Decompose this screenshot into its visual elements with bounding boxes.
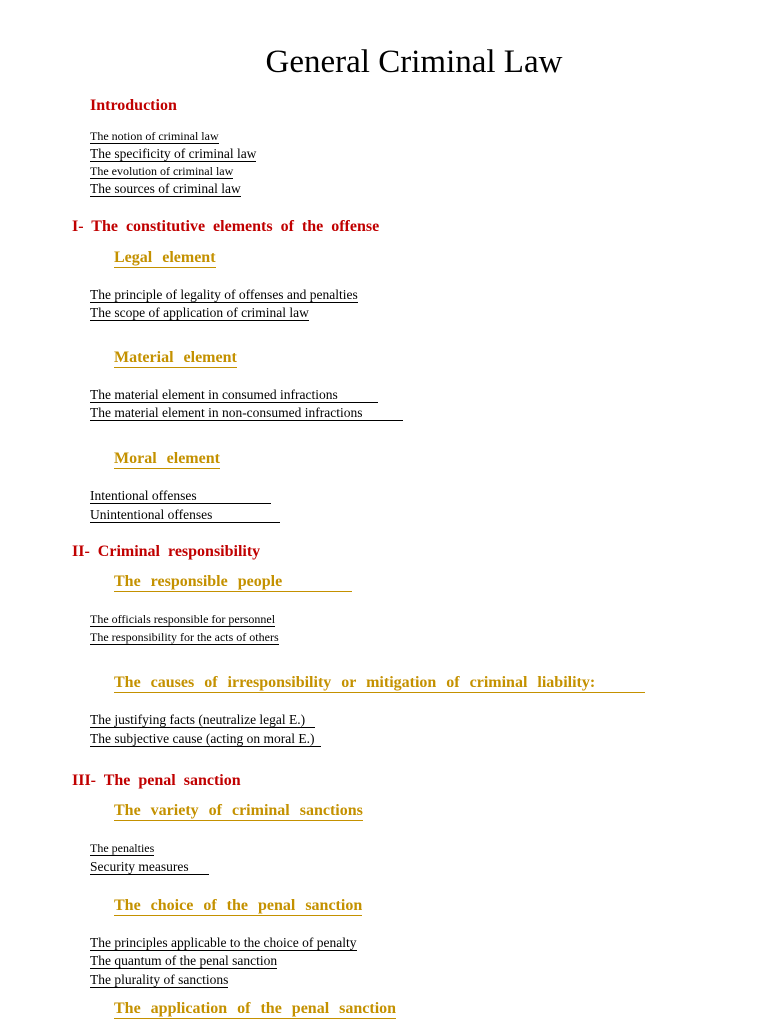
introduction-heading: Introduction xyxy=(90,97,177,114)
part-1-heading: I- The constitutive elements of the offense xyxy=(72,218,380,235)
list-item: Security measures xyxy=(90,858,209,875)
list-item: The material element in non-consumed infractions xyxy=(90,404,403,421)
part-3-heading: III- The penal sanction xyxy=(72,772,241,789)
document-title: General Criminal Law xyxy=(265,44,563,80)
application-heading: The application of the penal sanction xyxy=(114,1000,397,1017)
list-item: The responsibility for the acts of others xyxy=(90,630,279,644)
responsible-people-heading: The responsible people xyxy=(114,572,352,592)
list-item: The notion of criminal law xyxy=(90,129,219,143)
list-item: The subjective cause (acting on moral E.) xyxy=(90,730,321,747)
list-item: The quantum of the penal sanction xyxy=(90,953,278,968)
list-item: The material element in consumed infractions xyxy=(90,386,378,403)
list-item: The scope of application of criminal law xyxy=(90,305,309,320)
legal-element-heading: Legal element xyxy=(114,249,216,266)
list-item: The officials responsible for personnel xyxy=(90,612,276,626)
list-item: The penalties xyxy=(90,841,155,855)
list-item: Unintentional offenses xyxy=(90,506,280,523)
material-element-heading: Material element xyxy=(114,349,237,366)
moral-element-heading: Moral element xyxy=(114,450,220,467)
list-item: The principles applicable to the choice of penalty xyxy=(90,935,357,950)
list-item: The specificity of criminal law xyxy=(90,146,257,161)
variety-heading: The variety of criminal sanctions xyxy=(114,802,363,819)
choice-heading: The choice of the penal sanction xyxy=(114,897,363,914)
part-2-heading: II- Criminal responsibility xyxy=(72,543,261,560)
causes-heading: The causes of irresponsibility or mitigation of criminal liability: xyxy=(114,673,645,693)
list-item: The evolution of criminal law xyxy=(90,164,234,178)
list-item: Intentional offenses xyxy=(90,487,271,504)
list-item: The justifying facts (neutralize legal E.) xyxy=(90,711,315,728)
list-item: The principle of legality of offenses and penalties xyxy=(90,287,358,302)
list-item: The sources of criminal law xyxy=(90,181,241,196)
list-item: The plurality of sanctions xyxy=(90,972,229,987)
